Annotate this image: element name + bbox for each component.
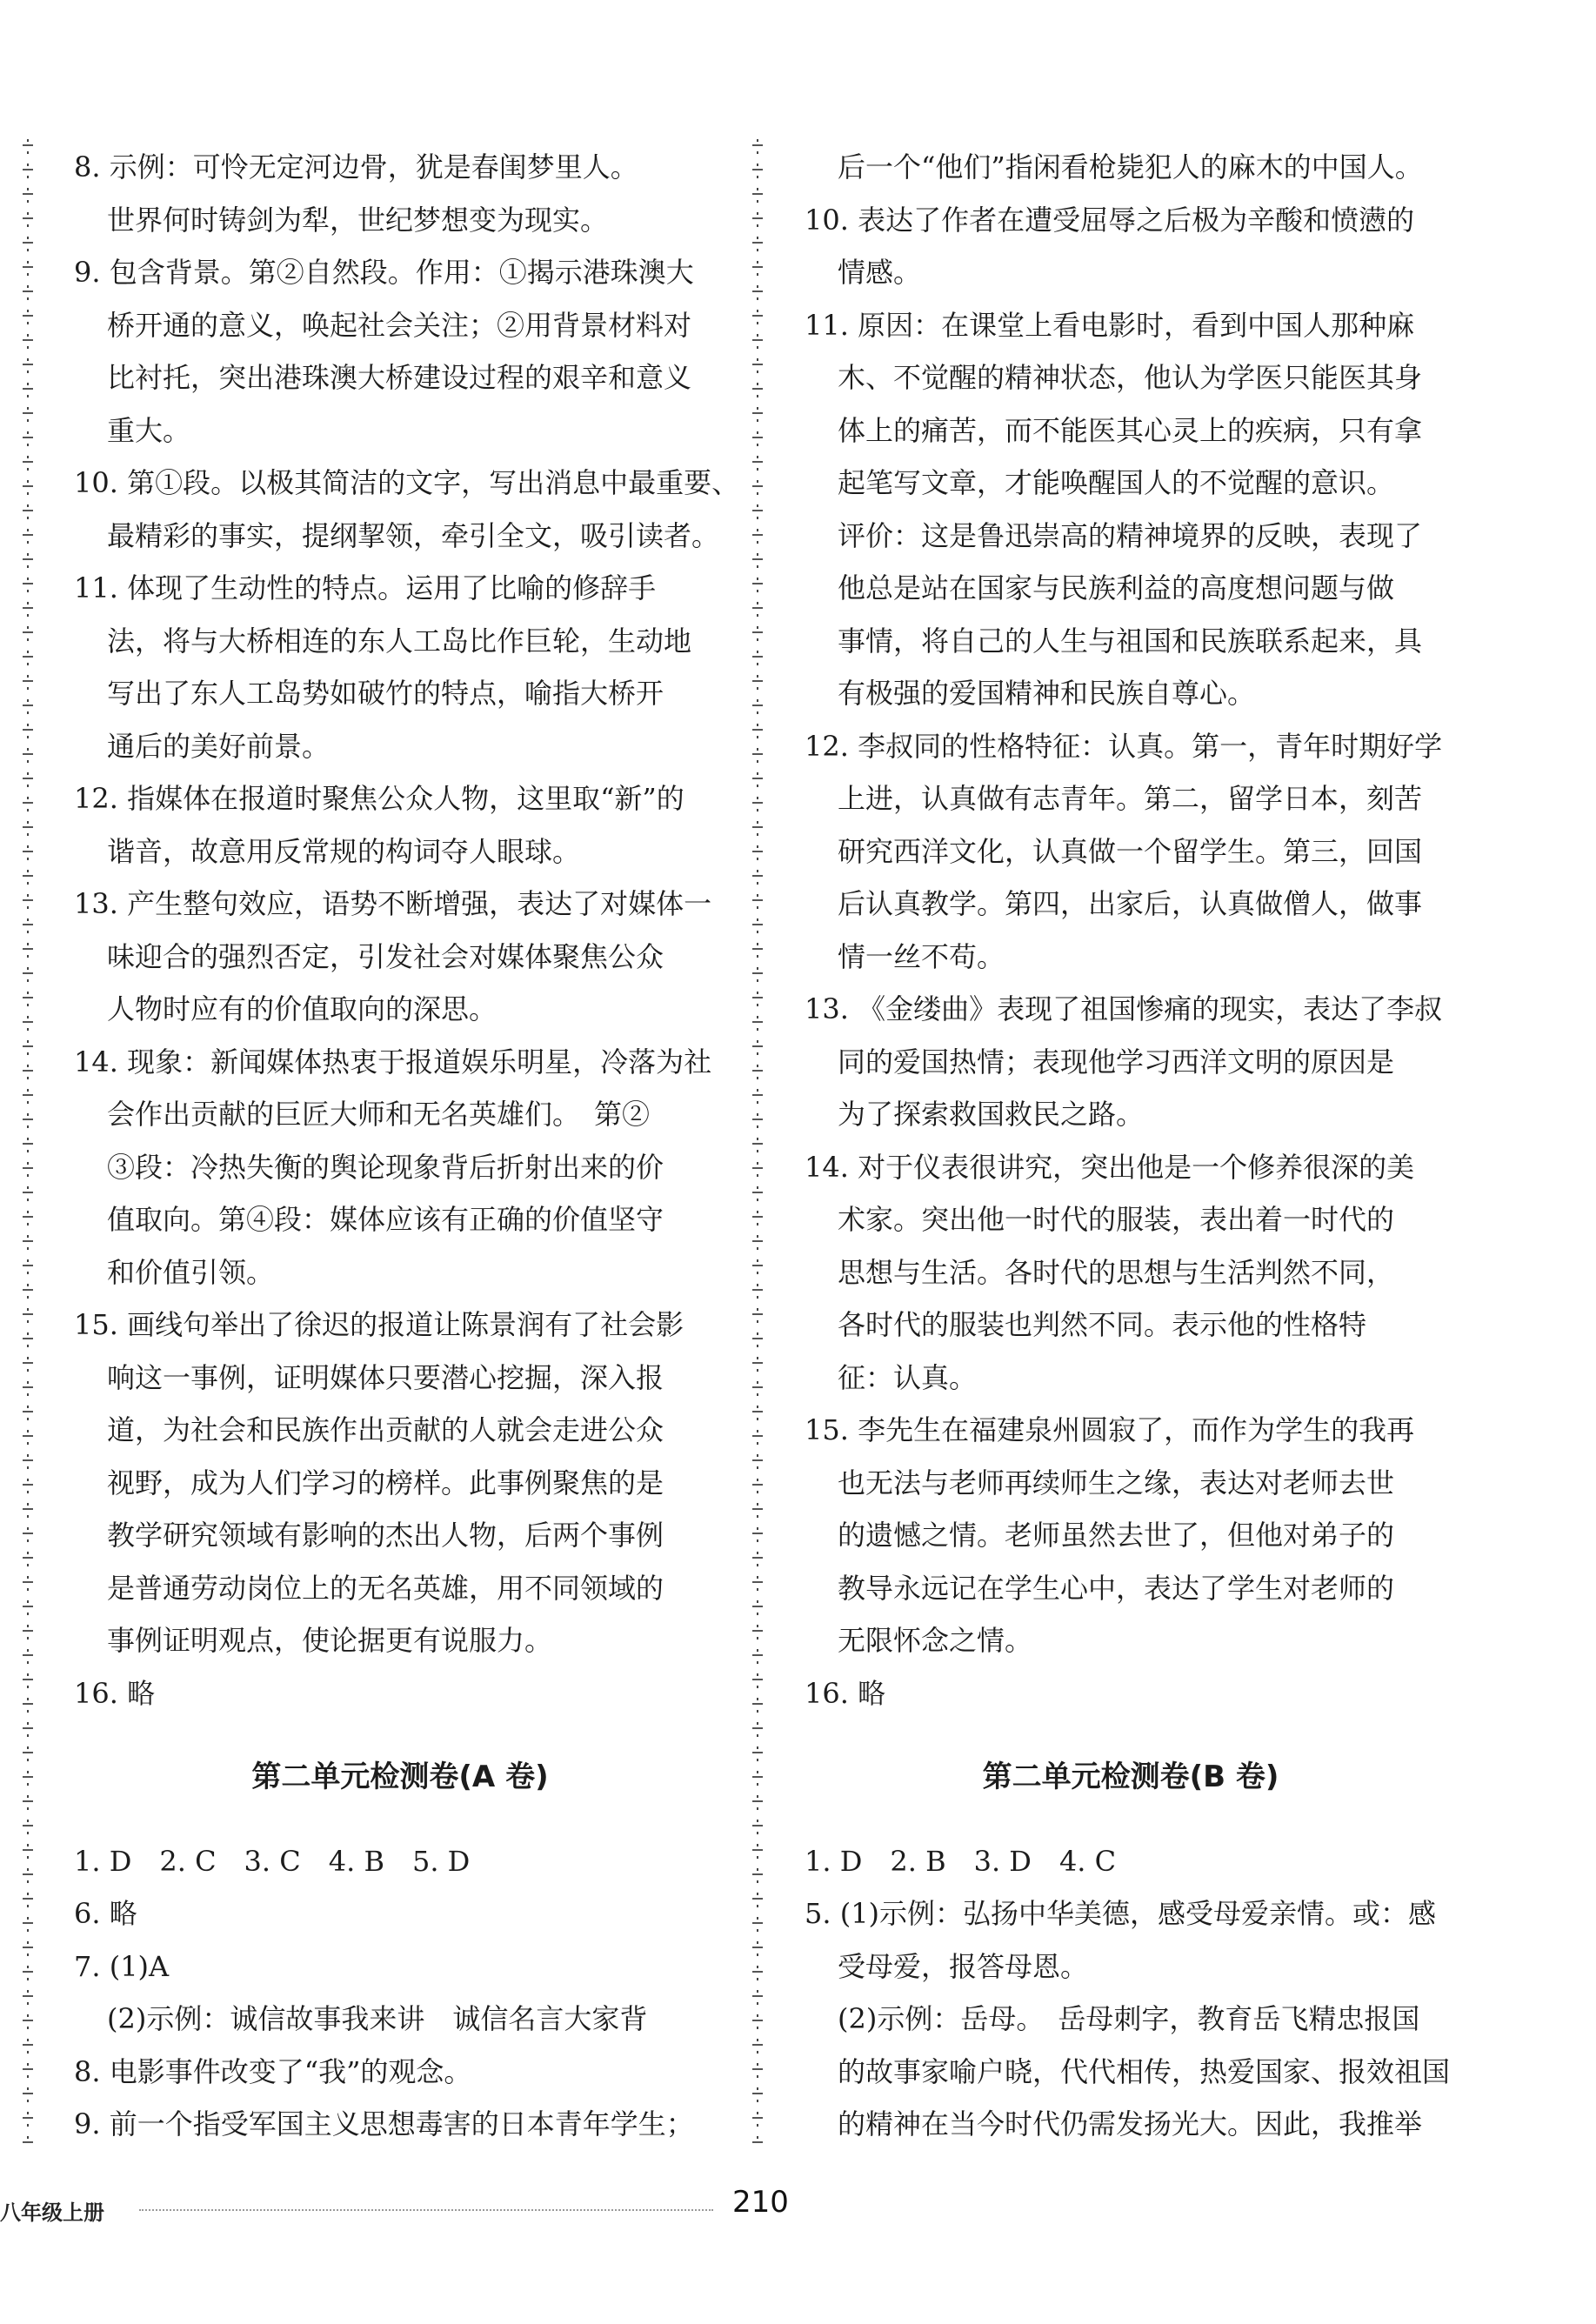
left-answers-part2 [74,1835,726,2151]
answer-line: 术家。突出他一时代的服装，表出着一时代的 [838,1203,1395,1236]
answer-line: 世界何时铸剑为犁，世纪梦想变为现实。 [107,203,609,237]
answer-line: 情感。 [838,256,922,289]
footer-grade-label: 八年级上册 [0,2200,104,2225]
answer-line: 体上的痛苦，而不能医其心灵上的疾病，只有拿 [838,413,1423,447]
answer-line: 1. D 2. B 3. D 4. C [805,1844,1117,1878]
answer-line: 法，将与大桥相连的东人工岛比作巨轮，生动地 [107,624,692,658]
answer-line: 7. (1)A [74,1949,170,1983]
answer-line: 8. 电影事件改变了“我”的观念。 [74,2054,472,2088]
page-number: 210 [732,2185,789,2220]
answer-line: 5. (1)示例：弘扬中华美德，感受母爱亲情。或：感 [805,1897,1437,1930]
answer-line: 6. 略 [74,1897,137,1930]
answer-line: 的故事家喻户晓，代代相传，热爱国家、报效祖国 [838,2054,1451,2088]
answer-line: 教导永远记在学生心中，表达了学生对老师的 [838,1571,1395,1605]
section-title-unit2-b: 第二单元检测卷(B 卷) [982,1760,1279,1794]
answer-line: 10. 表达了作者在遭受屈辱之后极为辛酸和愤懑的 [805,203,1415,237]
answer-line: 1. D 2. C 3. C 4. B 5. D [74,1844,471,1878]
answer-line: 思想与生活。各时代的思想与生活判然不同， [838,1255,1395,1289]
answer-line: 12. 李叔同的性格特征：认真。第一，青年时期好学 [805,729,1443,763]
answer-line: 比衬托，突出港珠澳大桥建设过程的艰辛和意义 [107,361,692,394]
answer-line: 道，为社会和民族作出贡献的人就会走进公众 [107,1413,664,1446]
answer-line: 15. 画线句举出了徐迟的报道让陈景润有了社会影 [74,1308,684,1341]
answer-line: 14. 现象：新闻媒体热衷于报道娱乐明星，冷落为社 [74,1045,712,1079]
answer-line: 8. 示例：可怜无定河边骨，犹是春闺梦里人。 [74,150,638,184]
right-answers-part1 [805,141,1457,1720]
answer-line: 征：认真。 [838,1360,978,1394]
answer-line: 9. 包含背景。第②自然段。作用：①揭示港珠澳大 [74,256,694,289]
answer-line: 评价：这是鲁迅崇高的精神境界的反映，表现了 [838,518,1423,552]
binding-perforation-center [752,139,763,2148]
answer-line: 事情，将自己的人生与祖国和民族联系起来，具 [838,624,1423,658]
answer-line: 谐音，故意用反常规的构词夺人眼球。 [107,834,581,868]
answer-line: 味迎合的强烈否定，引发社会对媒体聚焦公众 [107,939,664,973]
answer-line: 12. 指媒体在报道时聚焦公众人物，这里取“新”的 [74,782,684,815]
right-answers-part2 [805,1835,1457,2151]
answer-line: 起笔写文章，才能唤醒国人的不觉醒的意识。 [838,466,1395,499]
answer-line: 事例证明观点，使论据更有说服力。 [107,1624,553,1657]
answer-line: (2)示例：诚信故事我来讲 诚信名言大家背 [107,2002,648,2035]
answer-line: 通后的美好前景。 [107,729,331,763]
footer-divider [139,2209,713,2211]
answer-line: 他总是站在国家与民族利益的高度想问题与做 [838,571,1395,604]
answer-line: 有极强的爱国精神和民族自尊心。 [838,677,1256,710]
answer-line: 写出了东人工岛势如破竹的特点，喻指大桥开 [107,677,664,710]
answer-line: 后认真教学。第四，出家后，认真做僧人，做事 [838,887,1423,920]
answer-line: 桥开通的意义，唤起社会关注；②用背景材料对 [107,308,692,342]
answer-line: 会作出贡献的巨匠大师和无名英雄们。 第② [107,1098,651,1131]
answer-line: 视野，成为人们学习的榜样。此事例聚焦的是 [107,1466,664,1499]
answer-line: ③段：冷热失衡的舆论现象背后折射出来的价 [107,1150,664,1184]
answer-line: 值取向。第④段：媒体应该有正确的价值坚守 [107,1203,664,1236]
answer-line: 的精神在当今时代仍需发扬光大。因此，我推举 [838,2107,1423,2140]
answer-line: (2)示例：岳母。 岳母刺字，教育岳飞精忠报国 [838,2002,1420,2035]
answer-line: 同的爱国热情；表现他学习西洋文明的原因是 [838,1045,1395,1079]
answer-line: 15. 李先生在福建泉州圆寂了，而作为学生的我再 [805,1413,1415,1446]
answer-line: 各时代的服装也判然不同。表示他的性格特 [838,1308,1367,1341]
binding-perforation-left [23,139,33,2148]
left-answers-part1 [74,141,740,1720]
answer-line: 也无法与老师再续师生之缘，表达对老师去世 [838,1466,1395,1499]
answer-line: 受母爱，报答母恩。 [838,1949,1089,1983]
answer-line: 11. 体现了生动性的特点。运用了比喻的修辞手 [74,571,657,604]
answer-line: 无限怀念之情。 [838,1624,1033,1657]
right-column [805,141,1457,2151]
answer-line: 情一丝不苟。 [838,939,1005,973]
answer-line: 9. 前一个指受军国主义思想毒害的日本青年学生； [74,2107,694,2140]
answer-line: 木、不觉醒的精神状态，他认为学医只能医其身 [838,361,1423,394]
answer-line: 人物时应有的价值取向的深思。 [107,992,497,1025]
answer-line: 和价值引领。 [107,1255,275,1289]
answer-line: 16. 略 [74,1676,156,1710]
answer-line: 上进，认真做有志青年。第二，留学日本，刻苦 [838,782,1423,815]
answer-line: 是普通劳动岗位上的无名英雄，用不同领域的 [107,1571,664,1605]
answer-line: 10. 第①段。以极其简洁的文字，写出消息中最重要、 [74,466,740,499]
answer-line: 研究西洋文化，认真做一个留学生。第三，回国 [838,834,1423,868]
answer-line: 13. 产生整句效应，语势不断增强，表达了对媒体一 [74,887,712,920]
answer-line: 响这一事例，证明媒体只要潜心挖掘，深入报 [107,1360,664,1394]
answer-line: 最精彩的事实，提纲挈领，牵引全文，吸引读者。 [107,518,720,552]
answer-line: 教学研究领域有影响的杰出人物，后两个事例 [107,1519,664,1552]
answer-line: 后一个“他们”指闲看枪毙犯人的麻木的中国人。 [838,150,1423,184]
answer-line: 重大。 [107,413,191,447]
left-column [74,141,740,2151]
answer-line: 为了探索救国救民之路。 [838,1098,1145,1131]
section-title-unit2-a: 第二单元检测卷(A 卷) [251,1760,549,1794]
answer-line: 16. 略 [805,1676,886,1710]
answer-line: 13. 《金缕曲》表现了祖国惨痛的现实，表达了李叔 [805,992,1443,1025]
answer-line: 14. 对于仪表很讲究，突出他是一个修养很深的美 [805,1150,1415,1184]
answer-line: 11. 原因：在课堂上看电影时，看到中国人那种麻 [805,308,1415,342]
answer-line: 的遗憾之情。老师虽然去世了，但他对弟子的 [838,1519,1395,1552]
